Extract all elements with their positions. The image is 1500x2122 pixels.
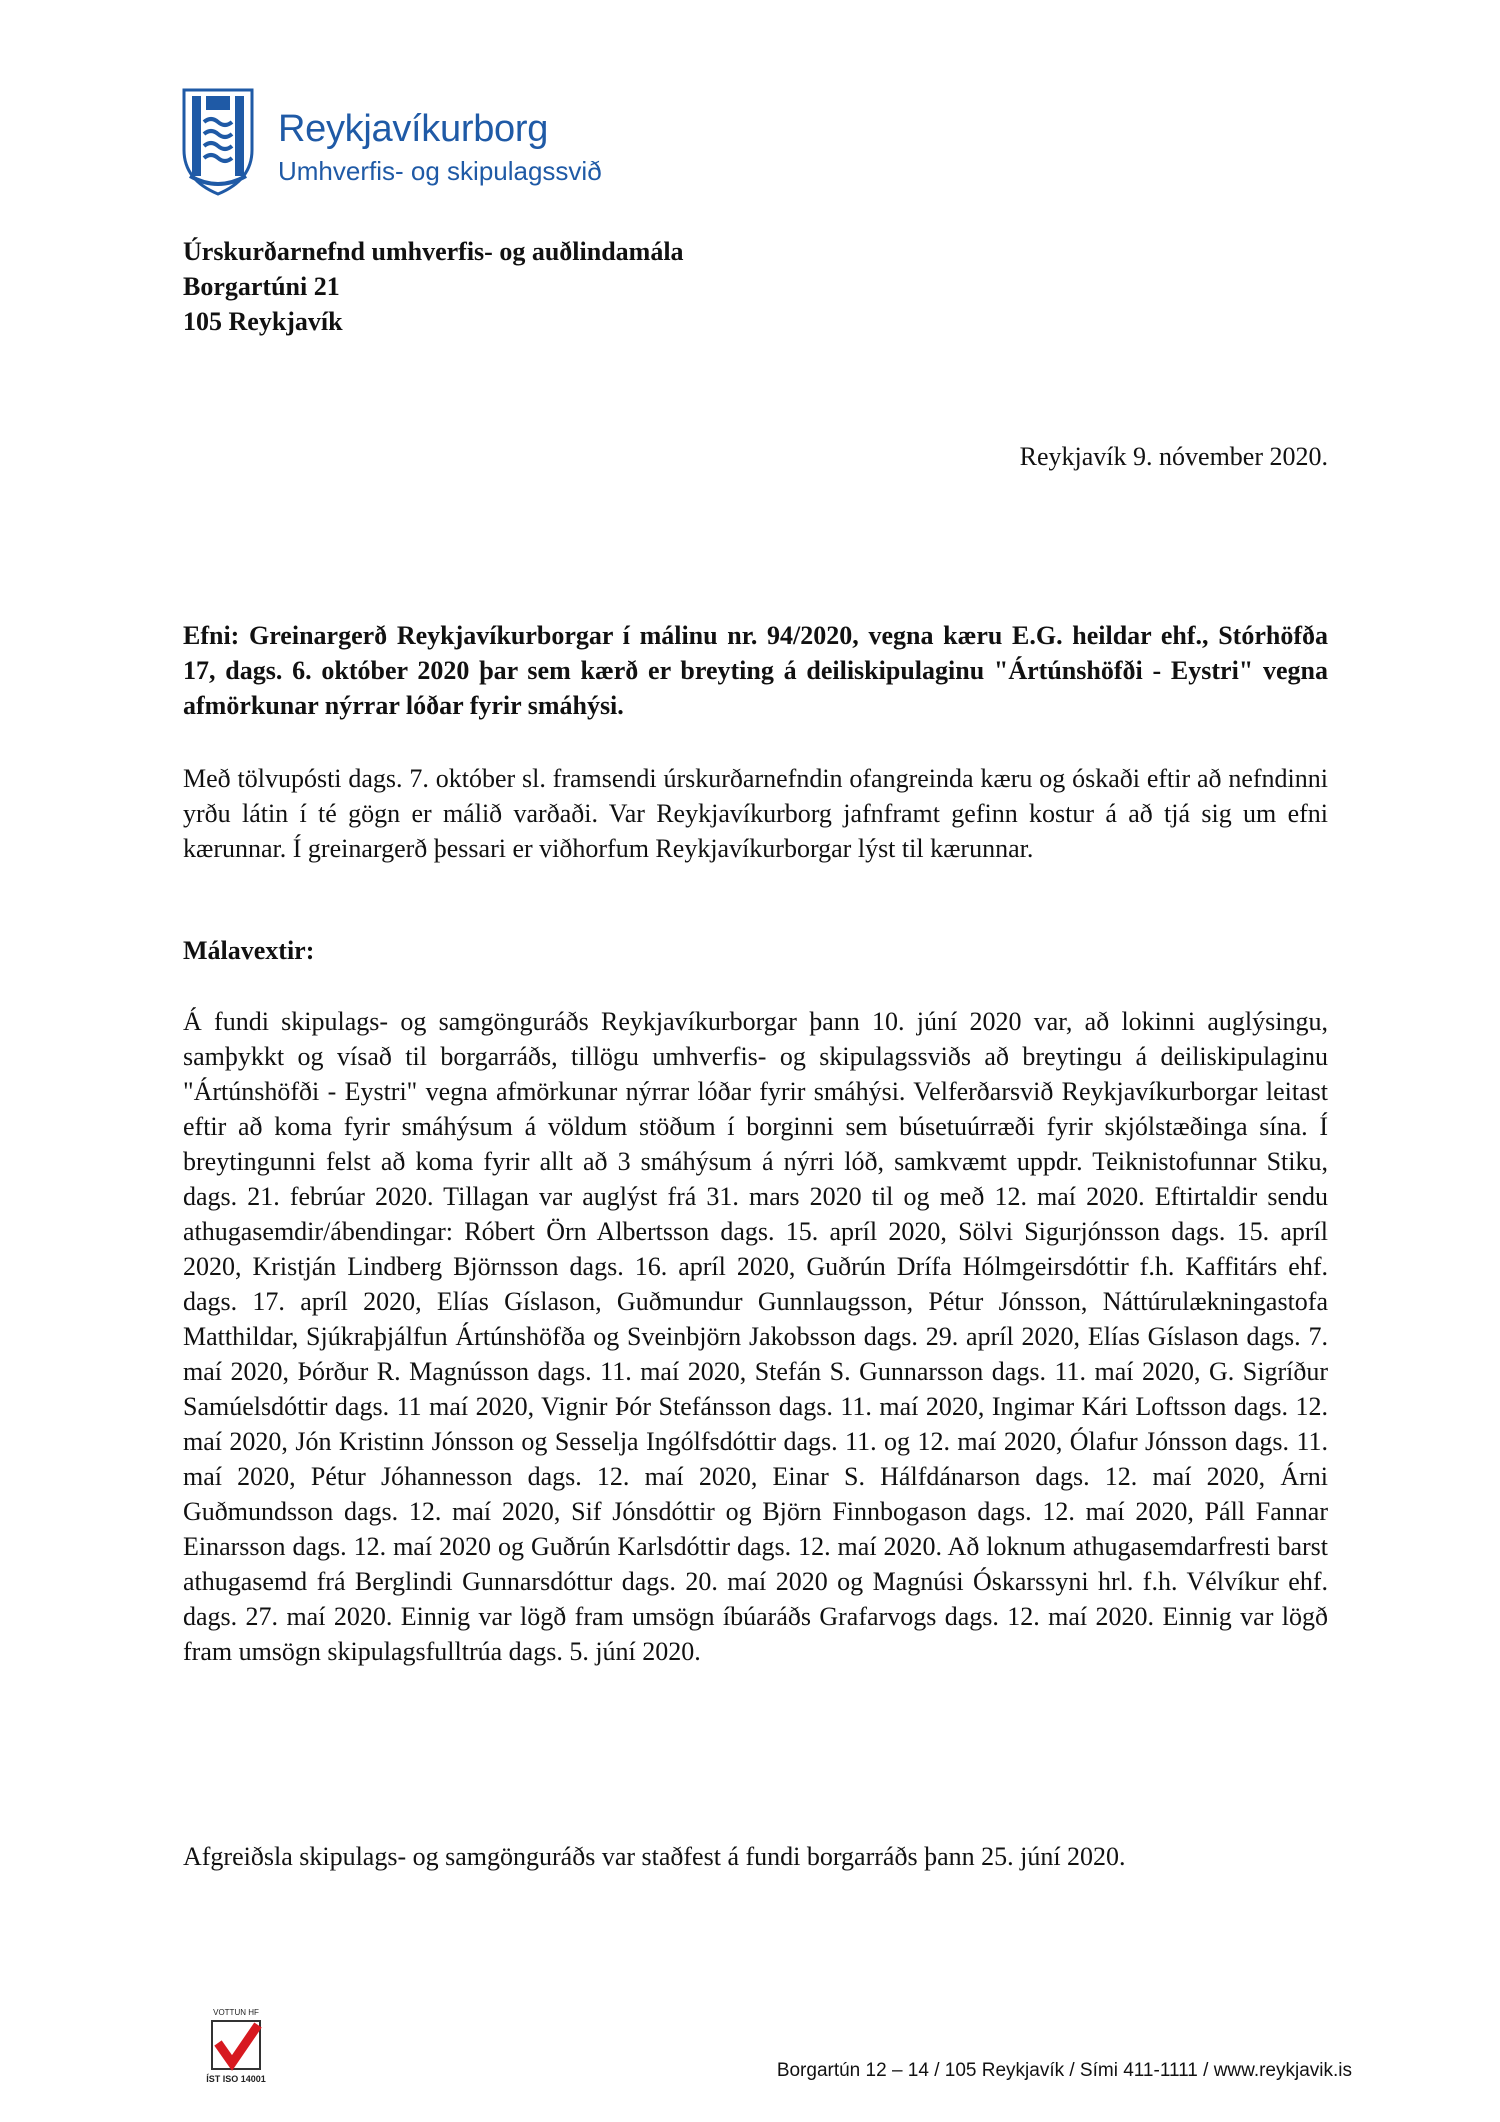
footer-contact: Borgartún 12 – 14 / 105 Reykjavík / Sími 411-1111 / www.reykjavik.is (776, 2060, 1352, 2081)
subject-line: Efni: Greinargerð Reykjavíkurborgar í málinu nr. 94/2020, vegna kæru E.G. heildar ehf., Stórhöfða 17, dags. 6. október 2020 þar sem kærð er breyting á deiliskipulaginu "Ártúnshöfði - Eystri" vegna afmörkunar nýrrar lóðar fyrir smáhýsi. (183, 621, 1328, 720)
checkmark-icon (196, 2019, 276, 2072)
closing-paragraph: Afgreiðsla skipulags- og samgönguráðs var staðfest á fundi borgarráðs þann 25. júní 2020. (183, 1842, 1126, 1871)
reykjavik-crest-icon (182, 88, 254, 196)
org-name: Reykjavíkurborg (278, 108, 549, 150)
certification-bottom-label: ÍST ISO 14001 (206, 2074, 266, 2084)
certification-top-label: VOTTUN HF (213, 2008, 259, 2017)
recipient-street: Borgartúni 21 (183, 272, 340, 301)
department-name: Umhverfis- og skipulagssvið (278, 156, 602, 186)
letter-date: Reykjavík 9. nóvember 2020. (1019, 442, 1328, 471)
letterhead-logo (182, 88, 642, 198)
iso-certification-badge (196, 2006, 276, 2086)
intro-paragraph: Með tölvupósti dags. 7. október sl. framsendi úrskurðarnefndin ofangreinda kæru og óskaði eftir að nefndinni yrðu látin í té gögn er málið varðaði. Var Reykjavíkurborg jafnframt gefinn kostur á að tjá sig um efni kærunnar. Í greinargerð þessari er viðhorfum Reykjavíkurborgar lýst til kærunnar. (183, 764, 1328, 863)
recipient-city: 105 Reykjavík (183, 307, 343, 336)
section-heading: Málavextir: (183, 936, 315, 965)
recipient-address (183, 234, 684, 339)
recipient-name: Úrskurðarnefnd umhverfis- og auðlindamála (183, 237, 684, 266)
facts-paragraph: Á fundi skipulags- og samgönguráðs Reykjavíkurborgar þann 10. júní 2020 var, að lokinni auglýsingu, samþykkt og vísað til borgarráðs, tillögu umhverfis- og skipulagssviðs að breytingu á deiliskipulaginu "Ártúnshöfði - Eystri" vegna afmörkunar nýrrar lóðar fyrir smáhýsi. Velferðarsvið Reykjavíkurborgar leitast eftir að koma fyrir smáhýsum á völdum stöðum í borginni sem búsetuúrræði fyrir skjólstæðinga sína. Í breytingunni felst að koma fyrir allt að 3 smáhýsum á nýrri lóð, samkvæmt uppdr. Teiknistofunnar Stiku, dags. 21. febrúar 2020. Tillagan var auglýst frá 31. mars 2020 til og með 12. maí 2020. Eftirtaldir sendu athugasemdir/ábendingar: Róbert Örn Albertsson dags. 15. apríl 2020, Sölvi Sigurjónsson dags. 15. apríl 2020, Kristján Lindberg Björnsson dags. 16. apríl 2020, Guðrún Drífa Hólmgeirsdóttir f.h. Kaffitárs ehf. dags. 17. apríl 2020, Elías Gíslason, Guðmundur Gunnlaugsson, Pétur Jónsson, Náttúrulækningastofa Matthildar, Sjúkraþjálfun Ártúnshöfða og Sveinbjörn Jakobsson dags. 29. apríl 2020, Elías Gíslason dags. 7. maí 2020, Þórður R. Magnússon dags. 11. maí 2020, Stefán S. Gunnarsson dags. 11. maí 2020, G. Sigríður Samúelsdóttir dags. 11 maí 2020, Vignir Þór Stefánsson dags. 11. maí 2020, Ingimar Kári Loftsson dags. 12. maí 2020, Jón Kristinn Jónsson og Sesselja Ingólfsdóttir dags. 11. og 12. maí 2020, Ólafur Jónsson dags. 11. maí 2020, Pétur Jóhannesson dags. 12. maí 2020, Einar S. Hálfdánarson dags. 12. maí 2020, Árni Guðmundsson dags. 12. maí 2020, Sif Jónsdóttir og Björn Finnbogason dags. 12. maí 2020, Páll Fannar Einarsson dags. 12. maí 2020 og Guðrún Karlsdóttir dags. 12. maí 2020. Að loknum athugasemdarfresti barst athugasemd frá Berglindi Gunnarsdóttur dags. 20. maí 2020 og Magnúsi Óskarssyni hrl. f.h. Vélvíkur ehf. dags. 27. maí 2020. Einnig var lögð fram umsögn íbúaráðs Grafarvogs dags. 12. maí 2020. Einnig var lögð fram umsögn skipulagsfulltrúa dags. 5. júní 2020. (183, 1007, 1328, 1666)
